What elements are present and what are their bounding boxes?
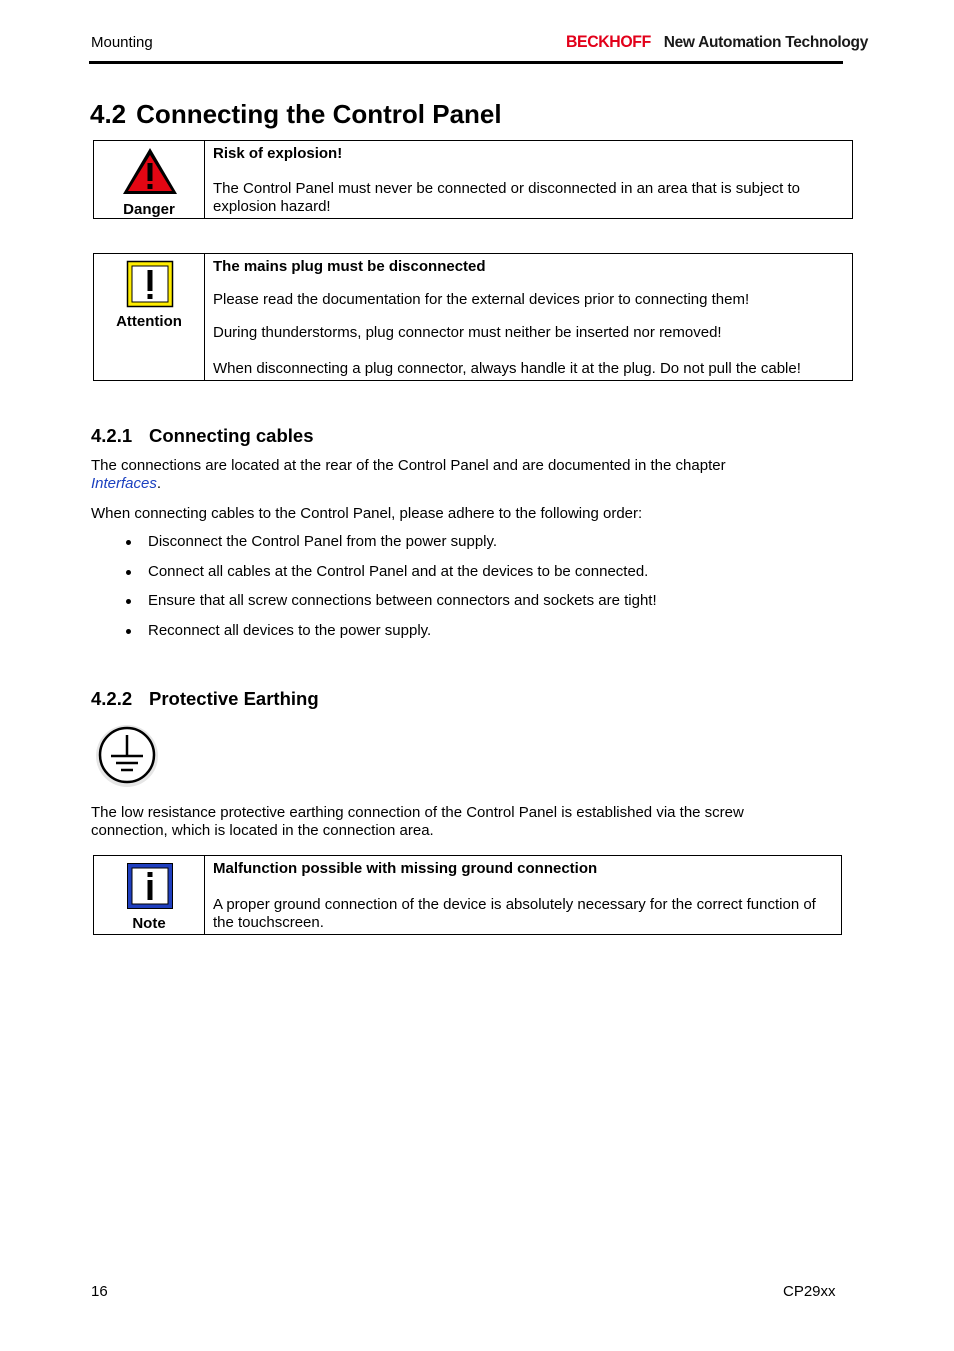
note-info-icon (126, 862, 174, 910)
note-text-cell (205, 856, 831, 934)
danger-warning-triangle-icon (121, 146, 179, 196)
attention-line: Please read the documentation for the external devices prior to connecting them! (213, 291, 750, 308)
protective-earth-icon (93, 723, 161, 789)
list-item-text: Reconnect all devices to the power supply. (148, 621, 432, 639)
attention-exclamation-icon (126, 260, 174, 308)
page-title (90, 99, 502, 130)
attention-notice (93, 253, 853, 381)
danger-text: The Control Panel must never be connected or disconnected in an area that is subject to explosion hazard! (213, 180, 801, 215)
brand-tagline: New Automation Technology (663, 34, 869, 51)
note-notice (93, 855, 842, 935)
note-icon-cell (94, 856, 205, 934)
bullet-icon (126, 599, 131, 604)
note-title: Malfunction possible with missing ground connection (213, 860, 598, 877)
section-number: 4.2.2 (91, 688, 133, 709)
list-item (91, 592, 831, 622)
danger-icon-cell (94, 141, 205, 218)
section-title: Connecting cables (149, 425, 314, 446)
cables-intro (91, 457, 831, 493)
attention-title: The mains plug must be disconnected (213, 258, 486, 275)
header-rule (89, 61, 843, 64)
danger-title: Risk of explosion! (213, 145, 343, 162)
attention-icon-cell (94, 254, 205, 380)
section-heading-earthing (91, 688, 319, 710)
header-section-label: Mounting (91, 34, 153, 51)
cables-intro-suffix: . (156, 475, 162, 492)
danger-notice (93, 140, 853, 219)
cable-steps-list (91, 533, 831, 651)
bullet-icon (126, 570, 131, 575)
earthing-text: The low resistance protective earthing connection of the Control Panel is established via the screw connection, which is located in the connection area. (91, 804, 744, 839)
product-name: CP29xx (783, 1283, 836, 1300)
brand-logo (566, 32, 868, 52)
cables-intro-text: The connections are located at the rear of the Control Panel and are documented in the chapter (91, 457, 726, 474)
interfaces-link[interactable]: Interfaces (91, 475, 157, 492)
list-item (91, 533, 831, 563)
attention-text-cell (205, 254, 809, 380)
page-title-text: Connecting the Control Panel (136, 99, 502, 129)
list-item (91, 563, 831, 593)
bullet-icon (126, 629, 131, 634)
attention-label: Attention (116, 313, 182, 330)
danger-text-cell (205, 141, 852, 218)
brand-name: BECKHOFF (566, 32, 651, 51)
section-number: 4.2.1 (91, 425, 133, 446)
list-item-text: Ensure that all screw connections between connectors and sockets are tight! (148, 592, 657, 609)
list-item-text: Disconnect the Control Panel from the power supply. (148, 533, 498, 550)
attention-line: During thunderstorms, plug connector must neither be inserted nor removed! (213, 324, 722, 341)
bullet-icon (126, 540, 131, 545)
section-title: Protective Earthing (149, 688, 319, 709)
section-heading-cables (91, 425, 313, 447)
note-text: A proper ground connection of the device is absolutely necessary for the correct function of the touchscreen. (213, 896, 816, 931)
page-number: 16 (91, 1283, 108, 1300)
cables-order-intro: When connecting cables to the Control Panel, please adhere to the following order: (91, 505, 643, 522)
note-label: Note (132, 915, 166, 932)
danger-label: Danger (123, 201, 175, 218)
list-item-text: Connect all cables at the Control Panel and at the devices to be connected. (148, 562, 649, 580)
page-title-number: 4.2 (90, 99, 127, 129)
attention-line: When disconnecting a plug connector, always handle it at the plug. Do not pull the cable! (213, 360, 801, 377)
list-item (91, 622, 831, 652)
